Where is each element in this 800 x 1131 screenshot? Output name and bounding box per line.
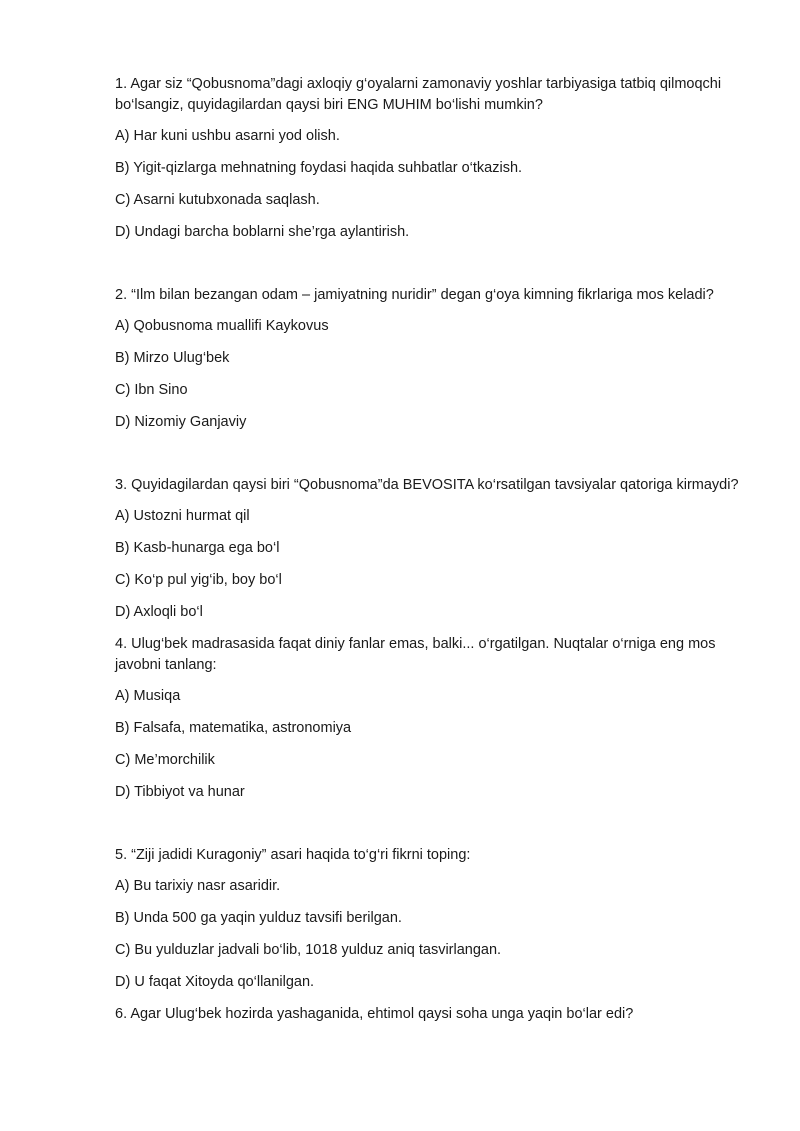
question-4 xyxy=(115,634,745,803)
answer-option: B) Unda 500 ga yaqin yulduz tavsifi berilgan. xyxy=(115,910,402,926)
answer-option: A) Bu tarixiy nasr asaridir. xyxy=(115,878,281,894)
answer-option: C) Asarni kutubxonada saqlash. xyxy=(115,192,320,208)
answer-option: A) Ustozni hurmat qil xyxy=(115,508,250,524)
question-text: 4. Ulug‘bek madrasasida faqat diniy fanlar emas, balki... o‘rgatilgan. Nuqtalar o‘rniga eng mos javobni tanlang: xyxy=(115,636,716,673)
answer-option: B) Kasb-hunarga ega bo‘l xyxy=(115,540,280,556)
answer-option: B) Yigit-qizlarga mehnatning foydasi haqida suhbatlar o‘tkazish. xyxy=(115,160,523,176)
answer-option: D) U faqat Xitoyda qo‘llanilgan. xyxy=(115,974,315,990)
answer-option: C) Ibn Sino xyxy=(115,382,188,398)
question-5 xyxy=(115,845,745,993)
question-text: 5. “Ziji jadidi Kuragoniy” asari haqida to‘g‘ri fikrni toping: xyxy=(115,847,471,863)
document-page xyxy=(115,74,745,1035)
answer-option: B) Mirzo Ulug‘bek xyxy=(115,350,230,366)
question-text: 6. Agar Ulug‘bek hozirda yashaganida, ehtimol qaysi soha unga yaqin bo‘lar edi? xyxy=(115,1006,634,1022)
question-text: 2. “Ilm bilan bezangan odam – jamiyatning nuridir” degan g‘oya kimning fikrlariga mos keladi? xyxy=(115,287,714,303)
answer-option: C) Me’morchilik xyxy=(115,752,215,768)
answer-option: D) Undagi barcha boblarni she’rga aylantirish. xyxy=(115,224,410,240)
answer-option: C) Ko‘p pul yig‘ib, boy bo‘l xyxy=(115,572,282,588)
question-6 xyxy=(115,1004,745,1025)
answer-option: A) Qobusnoma muallifi Kaykovus xyxy=(115,318,329,334)
answer-option: A) Har kuni ushbu asarni yod olish. xyxy=(115,128,340,144)
spacer xyxy=(115,444,745,475)
answer-option: D) Nizomiy Ganjaviy xyxy=(115,414,247,430)
question-text: 3. Quyidagilardan qaysi biri “Qobusnoma”da BEVOSITA ko‘rsatilgan tavsiyalar qatoriga kirmaydi? xyxy=(115,477,739,493)
question-3 xyxy=(115,475,745,623)
answer-option: D) Axloqli bo‘l xyxy=(115,604,203,620)
answer-option: A) Musiqa xyxy=(115,688,181,704)
answer-option: C) Bu yulduzlar jadvali bo‘lib, 1018 yulduz aniq tasvirlangan. xyxy=(115,942,502,958)
spacer xyxy=(115,254,745,285)
question-text: 1. Agar siz “Qobusnoma”dagi axloqiy g‘oyalarni zamonaviy yoshlar tarbiyasiga tatbiq qilmoqchi bo‘lsangiz, quyidagilardan qaysi biri ENG MUHIM bo‘lishi mumkin? xyxy=(115,76,722,113)
question-1 xyxy=(115,74,745,243)
answer-option: B) Falsafa, matematika, astronomiya xyxy=(115,720,352,736)
question-2 xyxy=(115,285,745,433)
spacer xyxy=(115,814,745,845)
answer-option: D) Tibbiyot va hunar xyxy=(115,784,245,800)
